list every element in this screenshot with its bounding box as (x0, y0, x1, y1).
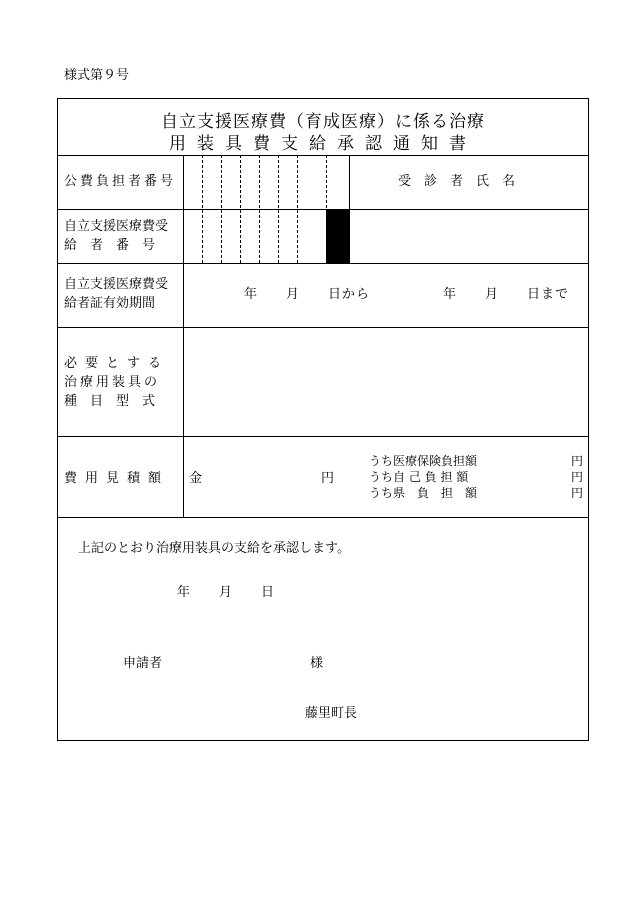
breakdown-unit: 円 (571, 470, 584, 484)
device-label-line1: 必要とする (64, 356, 170, 371)
breakdown-label: うち県 負 担 額 (369, 486, 478, 500)
form-title-line1: 自立支援医療費（育成医療）に係る治療 (161, 112, 485, 132)
breakdown-unit: 円 (571, 454, 584, 468)
rule-row4 (58, 436, 588, 437)
validity-label-line2: 給者証有効期間 (64, 296, 156, 311)
approval-statement: 上記のとおり治療用装具の支給を承認します。 (78, 541, 350, 556)
rule-row1 (58, 209, 588, 210)
rule-row5 (58, 517, 588, 518)
validity-label-line1: 自立支援医療費受 (64, 277, 169, 292)
form-title-line2: 用装具費支給承認通知書 (169, 134, 477, 154)
digit-separator (297, 155, 298, 263)
form-number: 様式第９号 (64, 68, 130, 83)
rule-row2 (58, 263, 588, 264)
digit-separator (278, 155, 279, 263)
issuer-name: 藤里町長 (305, 706, 358, 721)
digit-separator (240, 155, 241, 263)
rule-row3 (58, 327, 588, 328)
cost-yen-unit: 円 (321, 471, 335, 486)
cost-prefix: 金 (189, 471, 203, 486)
applicant-label: 申請者 (123, 656, 163, 671)
notice-form (57, 98, 589, 741)
device-label-line2: 治療用装具の (64, 375, 161, 390)
validity-from: 年 月 日から (244, 287, 371, 302)
recipient-number-label-line2: 給 者 番 号 (64, 238, 156, 253)
digit-separator (202, 155, 203, 263)
validity-to: 年 月 日まで (443, 287, 570, 302)
device-label-line3: 種 目 型 式 (64, 394, 156, 409)
breakdown-label: うち自 己 負 担 額 (369, 470, 469, 484)
digit-box-divider (349, 155, 350, 263)
label-column-divider (183, 155, 184, 517)
patient-name-label: 受 診 者 氏 名 (398, 174, 516, 189)
approval-date-line: 年 月 日 (177, 585, 276, 600)
digit-separator (259, 155, 260, 263)
breakdown-unit: 円 (571, 486, 584, 500)
filled-check-digit-cell (326, 209, 349, 263)
breakdown-label: うち医療保険負担額 (369, 454, 478, 468)
digit-separator (221, 155, 222, 263)
cost-estimate-label: 費用見積額 (64, 471, 170, 486)
public-payer-number-label: 公費負担者番号 (64, 174, 177, 189)
rule-title (58, 155, 588, 156)
honorific: 様 (310, 656, 324, 671)
recipient-number-label-line1: 自立支援医療費受 (64, 219, 169, 234)
